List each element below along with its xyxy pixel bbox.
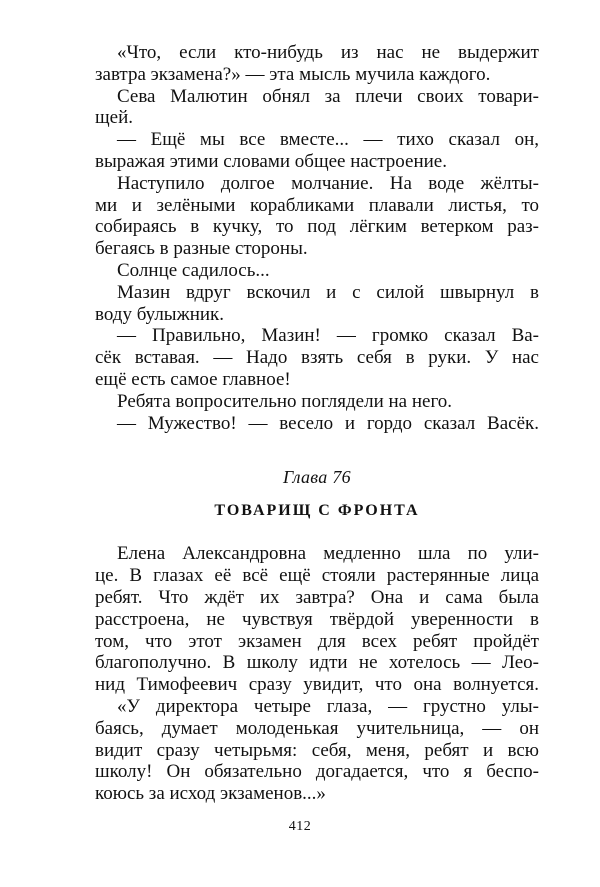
paragraph xyxy=(95,42,539,86)
spacer xyxy=(95,434,539,466)
text-line: щей. xyxy=(95,107,133,129)
section-before-chapter xyxy=(95,42,539,434)
text-line: — Правильно, Мазин! — громко сказал Ва- xyxy=(117,325,539,347)
paragraph xyxy=(95,696,539,805)
text-line: сёк вставая. — Надо взять себя в руки. У нас xyxy=(95,347,539,369)
text-line: бегаясь в разные стороны. xyxy=(95,238,308,260)
page-body xyxy=(95,42,539,805)
text-line: выражая этими словами общее настроение. xyxy=(95,150,447,172)
text-line: — Ещё мы все вместе... — тихо сказал он, xyxy=(117,129,539,151)
text-line: «У директора четыре глаза, — грустно улы- xyxy=(117,695,539,717)
text-line: Ребята вопросительно поглядели на него. xyxy=(117,390,453,412)
paragraph xyxy=(95,173,539,260)
text-line: собираясь в кучку, то под лёгким ветерком раз- xyxy=(95,216,539,238)
text-line: — Мужество! — весело и гордо сказал Васёк. xyxy=(117,412,539,434)
paragraph xyxy=(95,391,539,413)
text-line: ещё есть самое главное! xyxy=(95,368,291,390)
text-line: школу! Он обязательно догадается, что я беспо- xyxy=(95,761,539,783)
paragraph xyxy=(95,325,539,390)
text-line: воду булыжник. xyxy=(95,303,225,325)
paragraph xyxy=(95,86,539,130)
text-line: ребят. Что ждёт их завтра? Она и сама была xyxy=(95,586,539,608)
paragraph xyxy=(95,543,539,696)
text-line: Мазин вдруг вскочил и с силой швырнул в xyxy=(117,281,539,303)
paragraph xyxy=(95,260,539,282)
text-line: видит сразу четырьмя: себя, меня, ребят и всю xyxy=(95,739,539,761)
text-line: нид Тимофеевич сразу увидит, что она волнуется. xyxy=(95,674,539,696)
paragraph xyxy=(95,282,539,326)
spacer xyxy=(95,522,539,543)
text-line: Наступило долгое молчание. На воде жёлты- xyxy=(117,172,539,194)
section-after-chapter xyxy=(95,543,539,805)
text-line: завтра экзамена?» — эта мысль мучила каждого. xyxy=(95,63,491,85)
text-line: Елена Александровна медленно шла по ули- xyxy=(117,543,539,565)
chapter-title: ТОВАРИЩ С ФРОНТА xyxy=(214,502,420,520)
paragraph xyxy=(95,129,539,173)
text-line: коюсь за исход экзаменов...» xyxy=(95,783,326,805)
text-line: том, что этот экзамен для всех ребят пройдёт xyxy=(95,630,539,652)
chapter-label: Глава 76 xyxy=(283,467,351,488)
text-line: Сева Малютин обнял за плечи своих товари- xyxy=(117,85,539,107)
page-number: 412 xyxy=(288,819,312,834)
paragraph xyxy=(95,413,539,435)
text-line: це. В глазах её всё ещё стояли растерянные лица xyxy=(95,565,539,587)
text-line: расстроена, не чувствуя твёрдой уверенности в xyxy=(95,608,539,630)
text-line: баясь, думает молоденькая учительница, — он xyxy=(95,717,539,739)
text-line: ми и зелёными корабликами плавали листья, то xyxy=(95,194,539,216)
text-line: «Что, если кто-нибудь из нас не выдержит xyxy=(117,42,539,63)
text-line: Солнце садилось... xyxy=(117,259,270,281)
text-line: благополучно. В школу идти не хотелось — Лео- xyxy=(95,652,539,674)
